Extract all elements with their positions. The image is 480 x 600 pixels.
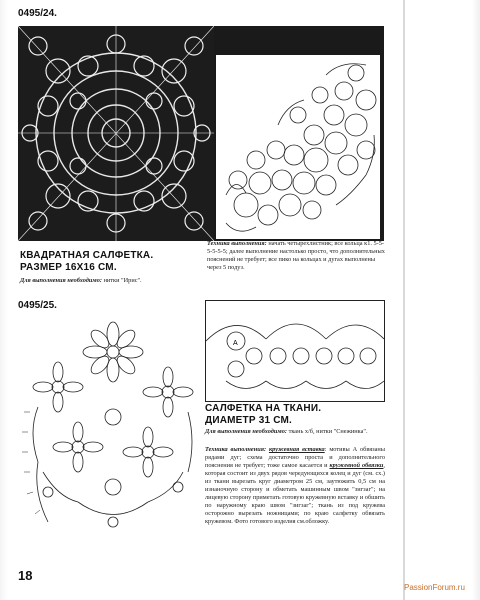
watermark: PassionForum.ru xyxy=(404,583,465,592)
item1-materials xyxy=(20,277,206,285)
item2-materials xyxy=(205,428,385,436)
item2-technique-insert: кружевная вставка xyxy=(268,446,325,453)
item1-technique xyxy=(207,240,385,272)
item2-technique-text1: : мотивы А обвязаны рядами дуг; схема достаточно проста и дополнительного пояснения не требует; тоже самое касается и xyxy=(205,446,386,469)
item2-technique xyxy=(205,446,385,526)
item2-title xyxy=(205,403,321,427)
item2-materials-label: Для выполнения необходимо: xyxy=(205,428,287,435)
page-number: 18 xyxy=(18,568,33,583)
pattern-code-top: 0495/24. xyxy=(18,8,57,19)
item2-title-line2: ДИАМЕТР 31 СМ. xyxy=(205,415,292,426)
item1-technique-label: Техника выполнения: xyxy=(207,240,267,247)
item1-materials-text: нитки "Ирис". xyxy=(103,277,142,284)
item2-technique-edging: кружевной обвязки xyxy=(329,462,384,469)
item1-technique-text: начать четырехлистник; все кольца к1. 5-5-5-5-5-5; далее выполнение настолько просто, что дополнительных пояснений не требует; все пико на кольцах и дугах выполнены через 5 подуз. xyxy=(207,240,385,271)
diagram-label-a: А xyxy=(233,340,238,347)
item1-materials-label: Для выполнения необходимо: xyxy=(20,277,102,284)
page-fold-line xyxy=(403,0,405,600)
item2-title-line1: САЛФЕТКА НА ТКАНИ. xyxy=(205,403,322,414)
item1-title-line2: РАЗМЕР 16Х16 СМ. xyxy=(20,262,117,273)
pattern-code-bottom: 0495/25. xyxy=(18,300,57,311)
item2-technique-label: Техника выполнения: xyxy=(205,446,267,453)
item2-materials-text: ткань х/б, нитки "Снежинка". xyxy=(288,428,368,435)
square-doily-diagram xyxy=(216,55,380,239)
item1-title xyxy=(20,250,153,274)
item1-title-line1: КВАДРАТНАЯ САЛФЕТКА. xyxy=(20,250,154,261)
square-doily-photo xyxy=(18,26,214,241)
round-doily-diagram xyxy=(18,312,198,552)
item2-technique-text2: , которая состоит из двух рядов чередующихся колец и дуг (см. сх.) из ткани вырезать круг диаметром 25 см, заутюжить 0,5 см на изнаночную сторону и обметать машинным швом "зигзаг"; на лицевую сторону приметать готовую кружевную вставку и обшить по наружному краю швом "зигзаг"; ткань из под кружева осторожно вырезать ножницами; по краю салфетку обвязать кружевом. Фото готового изделия см.обложку. xyxy=(205,462,385,525)
edging-diagram xyxy=(205,300,385,402)
